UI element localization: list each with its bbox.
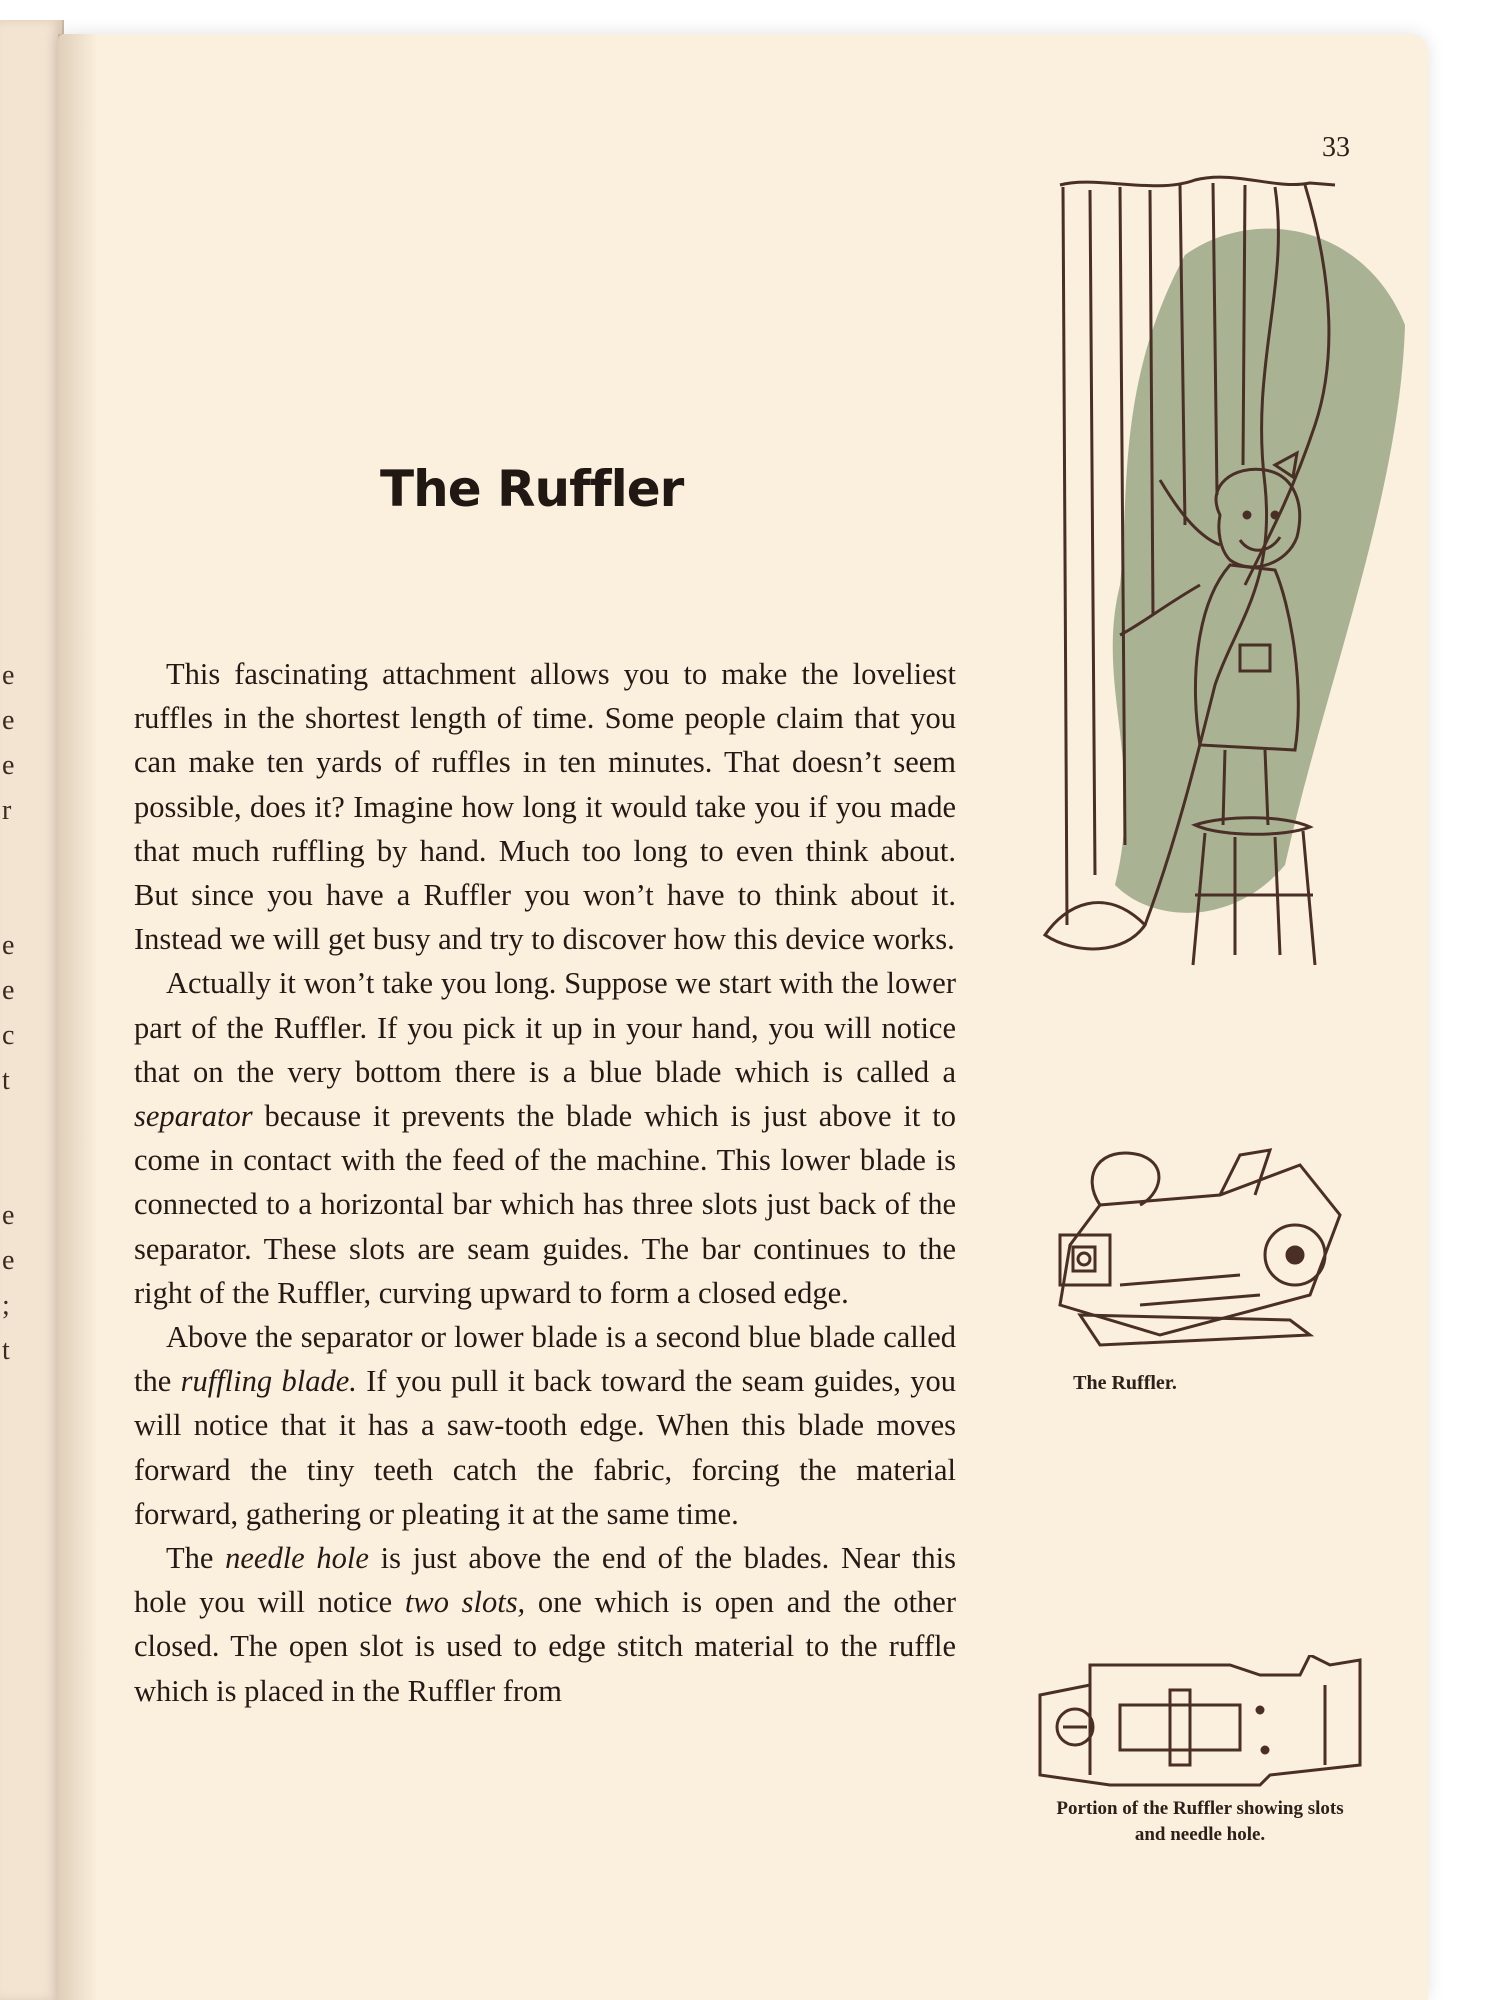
slots-caption-line-1: Portion of the Ruffler showing slots (1056, 1798, 1344, 1819)
text-run: This fascinating attachment allows you to make the loveliest ruffles in the shortest length of time. Some people claim that you can make ten yards of ruffles in ten minutes. That doesn’t seem possible, does it? Imagine how long it would take you if you made that much ruffling by hand. Much too long to even think about. But since you have a Ruffler you won’t have to think about it. Instead we will get busy and try to discover how this device works. (134, 657, 956, 957)
facing-page-letter: r (2, 795, 12, 826)
facing-page-letter: e (2, 750, 15, 781)
paragraph-3 (134, 1315, 956, 1536)
ruffler-caption: The Ruffler. (1073, 1372, 1177, 1394)
page-title: The Ruffler (380, 460, 684, 518)
text-run: one which is open and the other closed. The open slot is used to edge stitch material to the ruffle which is placed in the Ruffler from (134, 1585, 956, 1708)
curtain-girl-illustration (1035, 165, 1415, 1005)
text-run: because it prevents the blade which is just above it to come in contact with the feed of the machine. This lower blade is connected to a horizontal bar which has three slots just back of the separator. These slots are seam guides. The bar continues to the right of the Ruffler, curving upward to form a closed edge. (134, 1099, 956, 1310)
slots-caption (1010, 1796, 1390, 1848)
facing-page-letter: e (2, 1200, 15, 1231)
italic-term-ruffling-blade: ruffling blade. (180, 1364, 357, 1399)
italic-term-separator: separator (134, 1099, 253, 1134)
facing-page-letter: t (2, 1335, 10, 1366)
gutter-shadow (58, 34, 98, 2000)
body-text (134, 652, 956, 1713)
text-run: is just above the end of the blades. Near this hole you will notice (134, 1541, 956, 1620)
paragraph-1 (134, 652, 956, 961)
text-run: If you pull it back toward the seam guides, you will notice that it has a saw-tooth edge. When this blade moves forward the tiny teeth catch the fabric, forcing the material forward, gathering or pleating it at the same time. (134, 1364, 956, 1531)
text-run: The (166, 1541, 226, 1576)
text-run: Above the separator or lower blade is a second blue blade called the (134, 1320, 956, 1399)
facing-page-letter: e (2, 1245, 15, 1276)
italic-term-two-slots: two slots, (404, 1585, 526, 1620)
paragraph-2 (134, 961, 956, 1315)
text-run: Actually it won’t take you long. Suppose we start with the lower part of the Ruffler. If you pick it up in your hand, you will notice that on the very bottom there is a blue blade which is called a (134, 966, 956, 1089)
paragraph-4 (134, 1536, 956, 1713)
facing-page-letter: ; (2, 1290, 10, 1321)
facing-page-letter: t (2, 1065, 10, 1096)
facing-page-letter: c (2, 1020, 15, 1051)
ruffler-illustration (1040, 1135, 1360, 1355)
facing-page-edge (0, 20, 64, 2000)
facing-page-letter: e (2, 930, 15, 961)
facing-page-letter: e (2, 975, 15, 1006)
slots-caption-line-2: and needle hole. (1134, 1824, 1266, 1845)
ruffler-slots-illustration (1030, 1655, 1370, 1790)
page-number: 33 (1322, 132, 1350, 163)
curtain-rod (1060, 177, 1335, 186)
facing-page-letter: e (2, 660, 15, 691)
italic-term-needle-hole: needle hole (225, 1541, 369, 1576)
facing-page-letter: e (2, 705, 15, 736)
